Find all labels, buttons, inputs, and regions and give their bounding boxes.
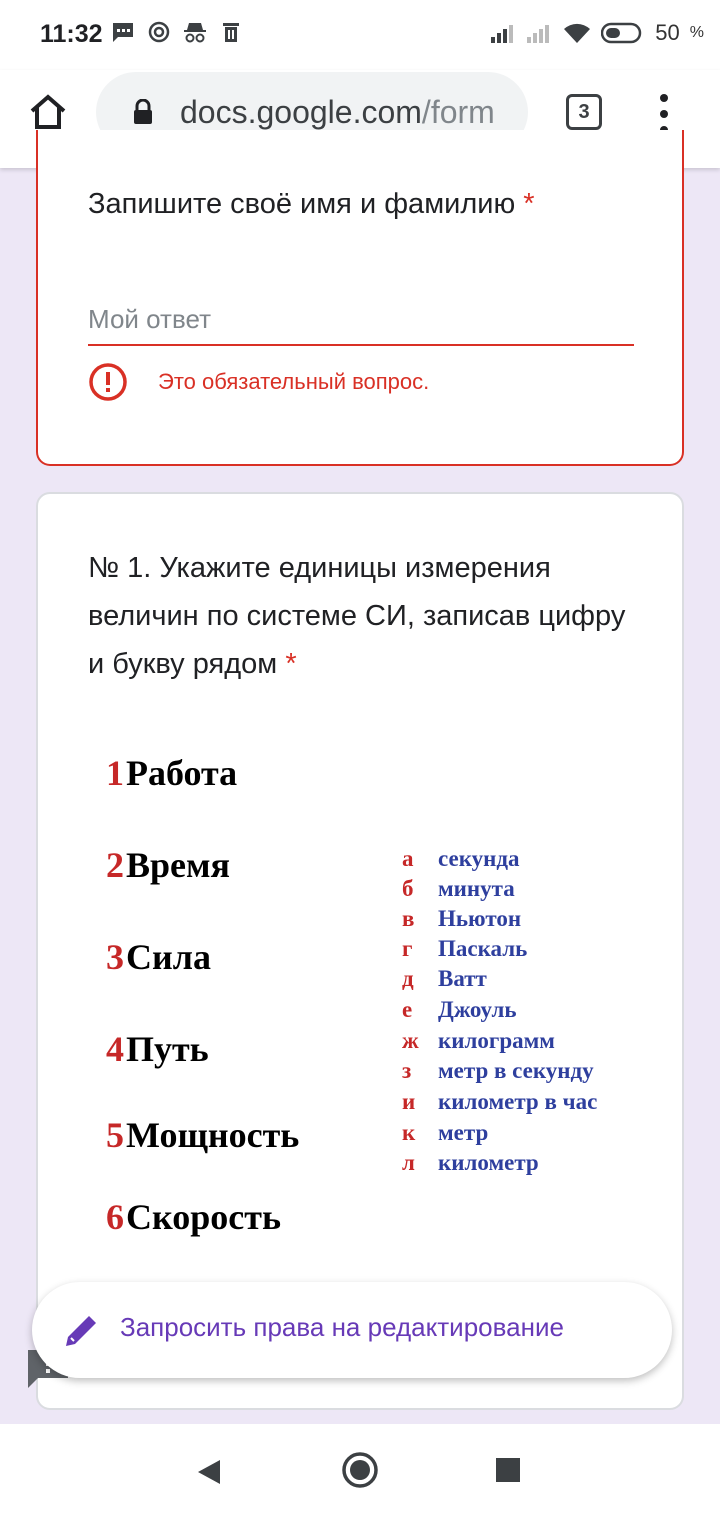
unit-option [402, 906, 521, 932]
unit-letter: ж [402, 1028, 419, 1053]
signal-icon [491, 23, 517, 43]
system-nav-bar [0, 1424, 720, 1520]
quantity-name: Сила [126, 937, 211, 977]
unit-letter: г [402, 936, 413, 961]
unit-name: секунда [438, 846, 520, 871]
unit-letter: к [402, 1120, 416, 1145]
battery-level: 50 [655, 20, 680, 45]
wifi-icon [563, 22, 591, 44]
unit-name: метр в секунду [438, 1058, 594, 1083]
back-icon[interactable] [196, 1458, 222, 1486]
quantity-item [106, 752, 237, 794]
error-text: Это обязательный вопрос. [158, 369, 430, 394]
home-icon [28, 92, 68, 132]
system-icons [491, 20, 704, 46]
unit-letter: д [402, 966, 414, 991]
unit-name: Паскаль [438, 936, 528, 961]
unit-letter: з [402, 1058, 412, 1083]
battery-icon [601, 22, 645, 44]
home-button[interactable] [28, 92, 68, 132]
quantity-number: 6 [106, 1197, 124, 1237]
unit-name: килограмм [438, 1028, 555, 1053]
unit-letter: и [402, 1089, 416, 1114]
pencil-icon [62, 1310, 102, 1350]
at-icon [146, 18, 172, 46]
quantity-item [106, 1028, 209, 1070]
unit-option [402, 1058, 594, 1084]
quantity-item [106, 1196, 281, 1238]
unit-option [402, 1028, 555, 1054]
question-title-text: № 1. Укажите единицы измерения величин по системе СИ, записав цифру и букву рядом [88, 552, 626, 680]
unit-option [402, 846, 520, 872]
incognito-icon [182, 18, 208, 46]
question-title-text: Запишите своё имя и фамилию [88, 188, 516, 220]
home-nav-icon[interactable] [340, 1450, 380, 1490]
quantity-name: Мощность [126, 1115, 300, 1155]
url-domain: docs.google.com [180, 94, 422, 130]
quantity-name: Работа [126, 753, 238, 793]
unit-name: метр [438, 1120, 489, 1145]
error-message [88, 362, 429, 402]
message-icon [110, 18, 136, 46]
question-card-name [36, 130, 684, 466]
unit-name: километр в час [438, 1089, 598, 1114]
unit-name: Джоуль [438, 997, 517, 1022]
answer-input[interactable] [88, 298, 634, 346]
quantity-name: Скорость [126, 1197, 281, 1237]
status-time: 11:32 [40, 20, 103, 48]
unit-name: Ньютон [438, 906, 522, 931]
unit-letter: в [402, 906, 415, 931]
quantity-number: 4 [106, 1029, 124, 1069]
quantity-number: 1 [106, 753, 124, 793]
unit-option [402, 966, 487, 992]
unit-option [402, 1089, 597, 1115]
unit-letter: б [402, 876, 414, 901]
status-bar [0, 0, 720, 70]
question-card-units [36, 492, 684, 1410]
unit-letter: а [402, 846, 414, 871]
unit-letter: е [402, 997, 413, 1022]
request-edit-access-label: Запросить права на редактирование [120, 1312, 564, 1342]
unit-option [402, 997, 517, 1023]
battery-unit: % [689, 24, 704, 41]
quantity-name: Время [126, 845, 231, 885]
notification-icons [110, 18, 244, 46]
trash-icon [218, 18, 244, 46]
lock-icon [132, 99, 154, 125]
task-image [88, 744, 648, 1254]
answer-placeholder: Мой ответ [88, 304, 211, 334]
unit-option [402, 936, 527, 962]
quantity-item [106, 936, 211, 978]
unit-option [402, 1150, 539, 1176]
recents-icon[interactable] [496, 1458, 520, 1482]
url-text[interactable] [180, 94, 495, 131]
unit-option [402, 1120, 488, 1146]
unit-letter: л [402, 1150, 415, 1175]
quantity-item [106, 1114, 299, 1156]
question-title [88, 544, 628, 688]
unit-name: Ватт [438, 966, 487, 991]
url-path: /form [421, 94, 495, 130]
quantity-number: 2 [106, 845, 124, 885]
required-mark: * [285, 648, 297, 680]
unit-name: минута [438, 876, 515, 901]
request-edit-access-button[interactable] [32, 1282, 672, 1378]
quantity-name: Путь [126, 1029, 209, 1069]
quantity-number: 3 [106, 937, 124, 977]
required-mark: * [523, 188, 535, 220]
unit-name: километр [438, 1150, 539, 1175]
quantity-item [106, 844, 230, 886]
signal-icon-2 [527, 23, 553, 43]
question-title [88, 188, 535, 221]
error-icon [88, 362, 128, 402]
quantity-number: 5 [106, 1115, 124, 1155]
tab-switcher-button[interactable]: 3 [566, 94, 602, 130]
unit-option [402, 876, 515, 902]
